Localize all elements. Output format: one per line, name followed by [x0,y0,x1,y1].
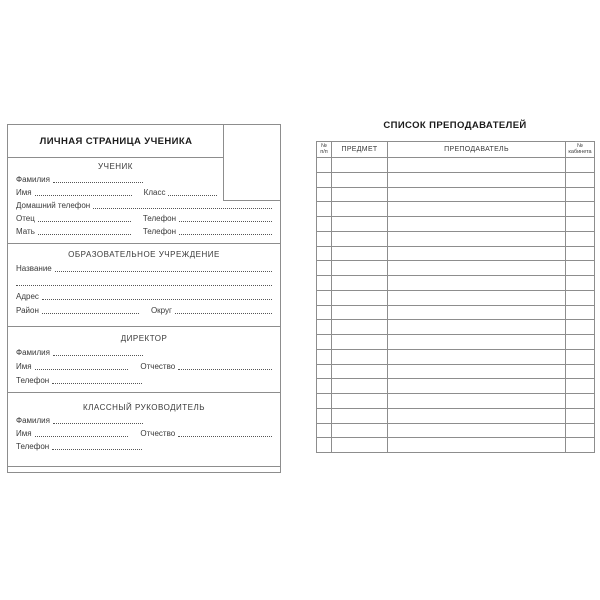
cell-room-number [566,290,595,305]
cell-row-number [317,394,332,409]
field-teacher-phone [16,439,272,452]
cell-subject [332,261,388,276]
cell-teacher [388,305,566,320]
cell-teacher [388,246,566,261]
section-class-teacher [8,393,280,467]
cell-subject [332,172,388,187]
table-row [317,261,595,276]
cell-room-number [566,217,595,232]
cell-row-number [317,408,332,423]
cell-row-number [317,305,332,320]
section-school [8,244,280,327]
cell-subject [332,423,388,438]
col-header-room-number [566,142,595,158]
student-surname-blank [53,182,143,183]
cell-room-number [566,231,595,246]
col-header-subject [332,142,388,158]
cell-room-number [566,364,595,379]
cell-room-number [566,320,595,335]
district-blank [42,313,139,314]
personal-page-title: ЛИЧНАЯ СТРАНИЦА УЧЕНИКА [39,135,193,147]
col-header-row-number [317,142,332,158]
teacher-phone-label: Телефон [16,442,50,451]
cell-subject [332,276,388,291]
cell-row-number [317,335,332,350]
row-number-line1: № [321,143,327,149]
table-row [317,217,595,232]
table-row [317,408,595,423]
field-school-name-continuation [16,274,272,288]
teacher-label: ПРЕПОДАВАТЕЛЬ [444,145,509,153]
cell-teacher [388,172,566,187]
student-surname-label: Фамилия [16,175,50,184]
teacher-name-blank [35,436,129,437]
field-school-address [16,288,272,302]
cell-row-number [317,231,332,246]
cell-teacher [388,438,566,453]
cell-room-number [566,408,595,423]
mother-blank [38,234,131,235]
cell-teacher [388,364,566,379]
section-class-teacher-title: КЛАССНЫЙ РУКОВОДИТЕЛЬ [83,403,205,412]
teacher-patronymic-blank [178,436,272,437]
subject-label: ПРЕДМЕТ [341,145,378,153]
cell-row-number [317,158,332,173]
table-row [317,423,595,438]
cell-row-number [317,364,332,379]
cell-teacher [388,290,566,305]
cell-row-number [317,379,332,394]
cell-room-number [566,202,595,217]
row-number-line2: п/п [320,148,328,155]
field-district-okrug [16,302,272,316]
student-class-label: Класс [143,188,166,197]
field-father [16,211,272,224]
father-blank [38,221,131,222]
director-surname-label: Фамилия [16,348,50,357]
cell-teacher [388,261,566,276]
cell-room-number [566,246,595,261]
school-name-blank-line2 [16,285,272,286]
cell-teacher [388,202,566,217]
cell-room-number [566,423,595,438]
field-teacher-name [16,426,272,439]
room-number-line1: № [577,143,583,149]
cell-teacher [388,231,566,246]
cell-room-number [566,261,595,276]
cell-room-number [566,305,595,320]
home-phone-label: Домашний телефон [16,201,91,210]
table-row [317,187,595,202]
section-school-title: ОБРАЗОВАТЕЛЬНОЕ УЧРЕЖДЕНИЕ [68,250,220,259]
field-director-phone [16,372,272,386]
personal-page-header [8,125,224,158]
director-name-label: Имя [16,362,32,371]
cell-room-number [566,335,595,350]
field-director-surname [16,344,272,358]
director-phone-blank [52,383,142,384]
photo-box [223,125,280,201]
cell-row-number [317,320,332,335]
cell-room-number [566,394,595,409]
director-patronymic-label: Отчество [140,362,176,371]
table-row [317,290,595,305]
field-school-name [16,260,272,274]
cell-teacher [388,394,566,409]
table-row [317,394,595,409]
director-patronymic-blank [178,369,272,370]
cell-teacher [388,408,566,423]
table-row [317,231,595,246]
cell-subject [332,246,388,261]
father-phone-blank [179,221,272,222]
teacher-phone-blank [52,449,142,450]
table-row [317,172,595,187]
cell-subject [332,202,388,217]
cell-room-number [566,379,595,394]
cell-room-number [566,438,595,453]
okrug-label: Округ [150,306,172,315]
cell-room-number [566,158,595,173]
table-row [317,379,595,394]
table-row [317,364,595,379]
cell-teacher [388,379,566,394]
cell-subject [332,408,388,423]
bottom-strip [8,467,280,472]
table-row [317,246,595,261]
cell-teacher [388,320,566,335]
student-class-blank [168,195,217,196]
field-mother [16,224,272,237]
table-row [317,276,595,291]
mother-phone-blank [179,234,272,235]
personal-page [7,124,281,473]
section-director [8,327,280,393]
table-row [317,438,595,453]
cell-subject [332,305,388,320]
cell-teacher [388,276,566,291]
cell-room-number [566,349,595,364]
student-name-label: Имя [16,188,32,197]
cell-teacher [388,158,566,173]
teacher-surname-label: Фамилия [16,416,50,425]
cell-subject [332,349,388,364]
cell-row-number [317,172,332,187]
mother-label: Мать [16,227,35,236]
room-number-line2: кабинета [568,148,592,155]
cell-subject [332,217,388,232]
field-director-name [16,358,272,372]
mother-phone-label: Телефон [142,227,177,236]
school-address-label: Адрес [16,292,39,301]
student-name-blank [35,195,132,196]
col-header-teacher [388,142,566,158]
cell-row-number [317,423,332,438]
field-teacher-surname [16,413,272,426]
teacher-patronymic-label: Отчество [140,429,176,438]
table-row [317,349,595,364]
table-row [317,202,595,217]
section-director-title: ДИРЕКТОР [120,334,168,343]
cell-room-number [566,276,595,291]
table-row [317,305,595,320]
field-student-name-class [16,185,217,198]
cell-row-number [317,438,332,453]
director-surname-blank [53,355,143,356]
district-label: Район [16,306,39,315]
cell-teacher [388,187,566,202]
cell-room-number [566,172,595,187]
okrug-blank [175,313,272,314]
school-name-blank [55,271,272,272]
cell-teacher [388,217,566,232]
teachers-page-title: СПИСОК ПРЕПОДАВАТЕЛЕЙ [383,120,527,131]
school-address-blank [42,299,272,300]
cell-room-number [566,187,595,202]
cell-row-number [317,217,332,232]
cell-subject [332,364,388,379]
father-phone-label: Телефон [142,214,177,223]
home-phone-blank [93,208,272,209]
teachers-table-header [317,142,595,158]
director-phone-label: Телефон [16,376,50,385]
section-student-title: УЧЕНИК [98,162,133,171]
teacher-name-label: Имя [16,429,32,438]
table-row [317,158,595,173]
director-name-blank [35,369,129,370]
cell-row-number [317,290,332,305]
cell-subject [332,394,388,409]
table-row [317,335,595,350]
cell-subject [332,379,388,394]
cell-subject [332,231,388,246]
teachers-table-body [317,158,595,453]
cell-subject [332,158,388,173]
cell-row-number [317,246,332,261]
teachers-table [316,141,595,453]
cell-row-number [317,349,332,364]
cell-subject [332,335,388,350]
cell-row-number [317,276,332,291]
cell-row-number [317,261,332,276]
cell-subject [332,187,388,202]
cell-row-number [317,187,332,202]
cell-subject [332,290,388,305]
cell-subject [332,438,388,453]
teacher-surname-blank [53,423,143,424]
cell-teacher [388,335,566,350]
cell-row-number [317,202,332,217]
cell-subject [332,320,388,335]
header-row [317,142,595,158]
table-row [317,320,595,335]
school-name-label: Название [16,264,52,273]
father-label: Отец [16,214,35,223]
cell-teacher [388,349,566,364]
cell-teacher [388,423,566,438]
